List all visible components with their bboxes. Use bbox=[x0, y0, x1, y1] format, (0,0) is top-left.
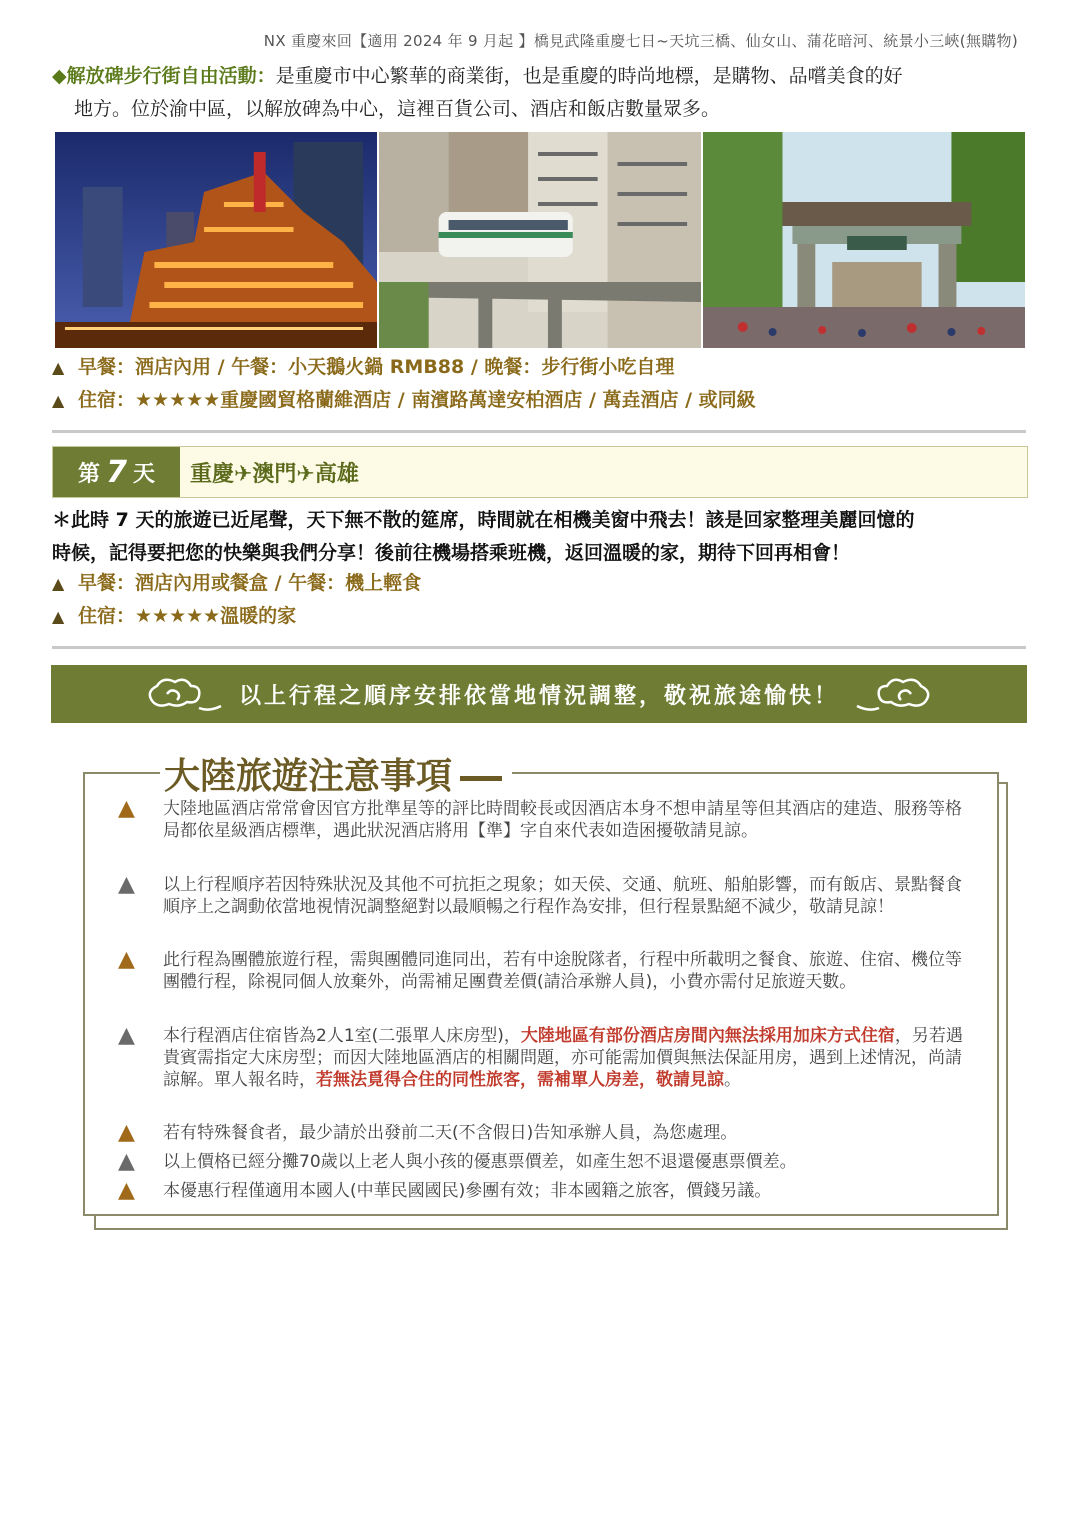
note-item: ▲ 此行程為團體旅遊行程，需與團體同進同出，若有中途脫隊者，行程中所載明之餐食、旅遊、住宿、機位等團體行程，除視同個人放棄外，尚需補足團費差價(請洽承辦人員)，小費亦需付足旅遊天數。 bbox=[118, 947, 962, 992]
day7-description: ＊此時 7 天的旅遊已近尾聲，天下無不散的筵席，時間就在相機美窗中飛去！該是回家整理美麗回憶的 時候，記得要把您的快樂與我們分享！後前往機場搭乘班機，返回溫暖的家，期待下回再相會！ bbox=[52, 509, 915, 564]
cloud-ornament-icon bbox=[143, 674, 223, 714]
day7-header bbox=[52, 446, 1028, 498]
divider bbox=[52, 646, 1026, 649]
day7-meals: ▲ 早餐：酒店內用或餐盒 / 午餐：機上輕食 bbox=[52, 572, 422, 594]
cloud-ornament-icon bbox=[855, 674, 935, 714]
note-mixed-text: 本行程酒店住宿皆為2人1室(二張單人床房型)，大陸地區有部份酒店房間內無法採用加床方式住宿，另若遇貴賓需指定大床房型；而因大陸地區酒店的相關問題，亦可能需加價與無法保証用房，遇到上述情況，尚請諒解。單人報名時，若無法覓得合住的同性旅客，需補單人房差，敬請見諒。 bbox=[163, 1026, 963, 1090]
triangle-icon: ▲ bbox=[52, 607, 65, 626]
note-item bbox=[118, 1025, 968, 1091]
note-item: ▲ 本優惠行程僅適用本國人(中華民國國民)參團有效；非本國籍之旅客，價錢另議。 bbox=[118, 1178, 772, 1203]
document-header: NX 重慶來回【適用 2024 年 9 月起 】橋見武隆重慶七日~天坑三橋、仙女山、蒲花暗河、統景小三峽(無購物) bbox=[263, 32, 1018, 50]
note-item: ▲ 以上價格已經分攤70歲以上老人與小孩的優惠票價差，如產生恕不退還優惠票價差。 bbox=[118, 1149, 797, 1174]
day-badge: 第 7 天 bbox=[53, 447, 180, 497]
day6-hotel: ▲ 住宿：★★★★★重慶國貿格蘭維酒店 / 南濱路萬達安柏酒店 / 萬垚酒店 / 或同級 bbox=[52, 389, 756, 411]
day6-meals: ▲ 早餐：酒店內用 / 午餐：小天鵝火鍋 RMB88 / 晚餐：步行街小吃自理 bbox=[52, 356, 675, 378]
intro-paragraph bbox=[52, 60, 1037, 126]
triangle-icon: ▲ bbox=[118, 872, 135, 897]
triangle-icon: ▲ bbox=[118, 1178, 135, 1203]
intro-line2: 地方。位於渝中區，以解放碑為中心，這裡百貨公司、酒店和飯店數量眾多。 bbox=[74, 98, 721, 120]
triangle-icon: ▲ bbox=[52, 574, 65, 593]
triangle-icon: ▲ bbox=[118, 1149, 135, 1174]
divider bbox=[52, 430, 1026, 433]
title-dash bbox=[460, 776, 502, 781]
photo-strip bbox=[55, 132, 1025, 348]
note-item: ▲ 若有特殊餐食者，最少請於出發前二天(不含假日)告知承辦人員，為您處理。 bbox=[118, 1120, 738, 1145]
notes-title: 大陸旅遊注意事項 bbox=[160, 748, 512, 799]
triangle-icon: ▲ bbox=[52, 391, 65, 410]
day7-route: 重慶✈澳門✈高雄 bbox=[190, 461, 359, 487]
triangle-icon: ▲ bbox=[118, 1120, 135, 1145]
intro-lead: ◆解放碑步行街自由活動： bbox=[52, 65, 276, 87]
note-item: ▲ 大陸地區酒店常常會因官方批準星等的評比時間較長或因酒店本身不想申請星等但其酒店的建造、服務等格局都依星級酒店標準，遇此狀況酒店將用【準】字自來代表如造困擾敬請見諒。 bbox=[118, 796, 962, 841]
photo-hongyadong-night bbox=[55, 132, 377, 348]
greeting-banner bbox=[51, 665, 1027, 723]
intro-line1: 是重慶市中心繁華的商業街，也是重慶的時尚地標，是購物、品嚐美食的好 bbox=[275, 65, 903, 87]
photo-monorail bbox=[379, 132, 701, 348]
triangle-icon: ▲ bbox=[118, 1023, 135, 1048]
photo-ciqikou-gate bbox=[703, 132, 1025, 348]
triangle-icon: ▲ bbox=[118, 947, 135, 972]
triangle-icon: ▲ bbox=[118, 796, 135, 821]
triangle-icon: ▲ bbox=[52, 358, 65, 377]
day7-hotel: ▲ 住宿：★★★★★溫暖的家 bbox=[52, 605, 297, 627]
greeting-text: 以上行程之順序安排依當地情況調整，敬祝旅途愉快！ bbox=[238, 683, 839, 709]
note-item: ▲ 以上行程順序若因特殊狀況及其他不可抗拒之現象；如天侯、交通、航班、船舶影響，而有飯店、景點餐食順序上之調動依當地視情況調整絕對以最順暢之行程作為安排，但行程景點絕不減少，敬請見諒！ bbox=[118, 872, 962, 917]
